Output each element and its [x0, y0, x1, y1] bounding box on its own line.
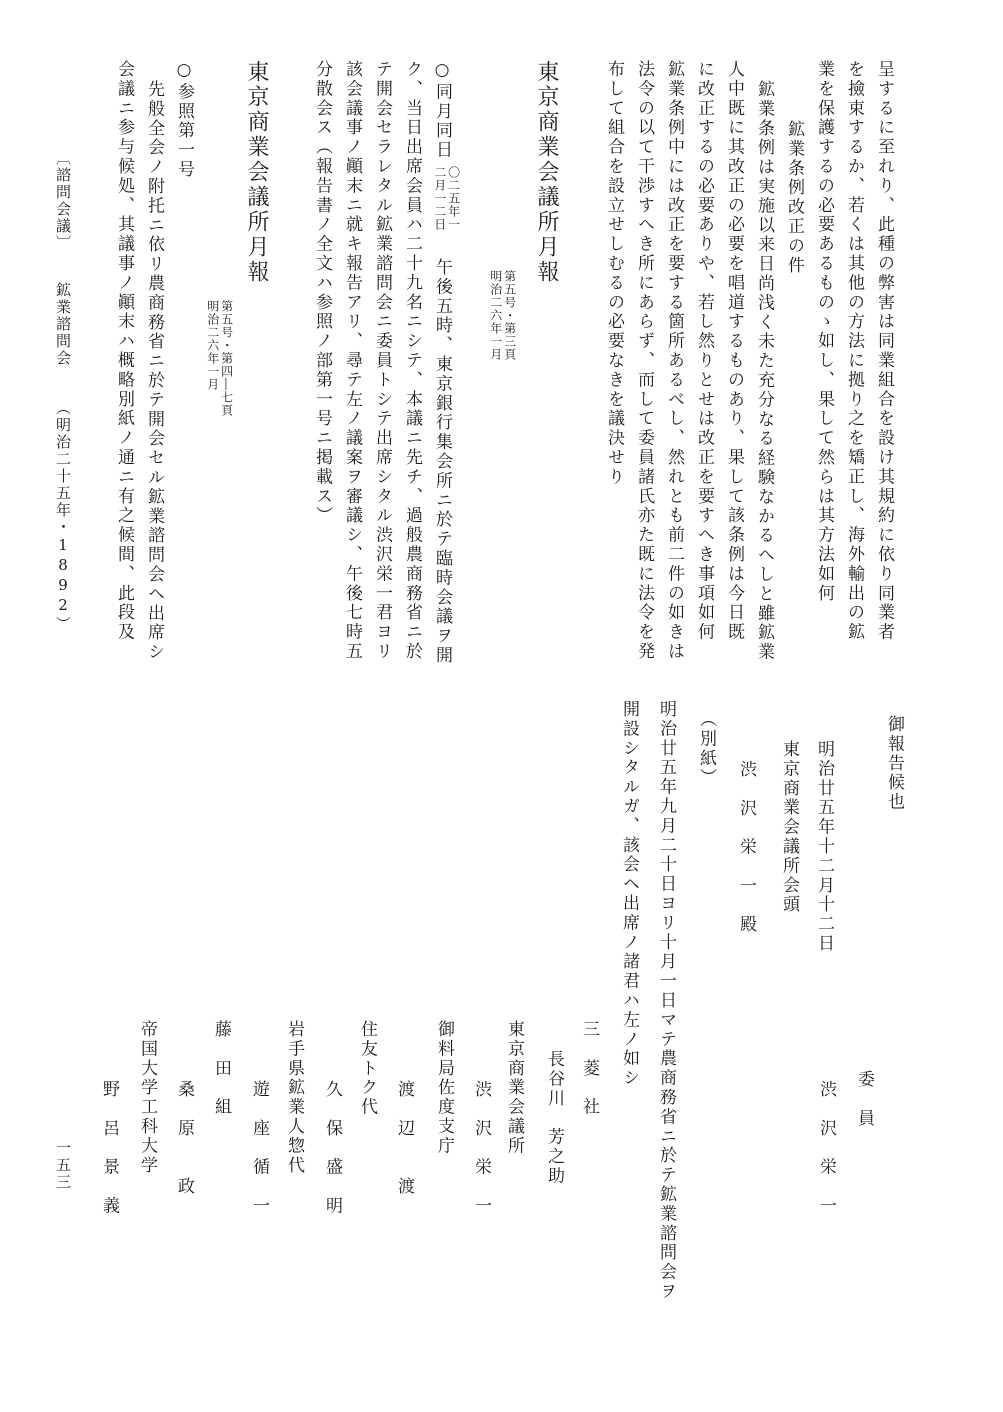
report-body-column: 会議ニ参与候処、其議事ノ顚末ハ概略別紙ノ通ニ有之候間、此段及: [114, 60, 134, 642]
report-body-column: 分散会ス（報告書ノ全文ハ参照ノ部第一号ニ掲載ス）: [312, 60, 332, 526]
body-column: 布して組合を設立せしむるの必要なきを議決せり: [604, 60, 624, 487]
attendee-name: 渋 沢 栄 一: [471, 1080, 491, 1216]
report-body-column: 該会議事ノ顚末ニ就キ報告アリ、尋テ左ノ議案ヲ審議シ、午後七時五: [342, 60, 362, 662]
letter-date: 明治廿五年十二月十二日: [814, 740, 834, 954]
attendee-name: 長谷川 芳之助: [544, 1050, 564, 1186]
body-column: 人中既に其改正の必要を唱道するものあり、果して該条例は今日既: [724, 60, 744, 642]
signatory-name: 渋 沢 栄 一: [816, 1080, 836, 1216]
body-column: 呈するに至れり、此種の弊害は同業組合を設け其規約に依り同業者: [874, 60, 894, 642]
running-head-era: （明治二十五年・1892）: [54, 400, 72, 633]
body-column: に改正するの必要ありや、若し然りとせは改正を要すへき事項如何: [694, 60, 714, 642]
body-column: を撿束するか、若くは其他の方法に拠り之を矯正し、海外輸出の鉱: [844, 60, 864, 642]
attachment-body: 明治廿五年九月二十日ヨリ十月一日マテ農商務省ニ於テ鉱業諮問会ヲ: [656, 700, 676, 1302]
report-title: 東京商業会議所月報: [244, 60, 269, 285]
attendee-org: 住友トク代: [357, 1020, 377, 1117]
report-body-column: [433, 60, 450, 160]
date-note-2: 二月一二日: [432, 166, 447, 231]
signatory-role: 委 員: [854, 1070, 874, 1129]
addressee-org: 東京商業会議所会頭: [779, 740, 799, 915]
report-source-page: 第五号・第三頁: [502, 270, 517, 361]
attendee-org: 東京商業会議所: [504, 1020, 524, 1156]
body-column: 法令の以て干渉すへき所にあらず、而して委員諸氏亦た既に法令を発: [634, 60, 654, 662]
reference-label: ○参照第一号: [174, 60, 194, 180]
report-source: [205, 300, 233, 417]
attendee-name: 野 呂 景 義: [99, 1080, 119, 1216]
body-column: 鉱業条例中には改正を要する箇所あるべし、然れとも前二件の如きは: [664, 60, 684, 662]
attendee-org: 帝国大学工科大学: [137, 1020, 157, 1176]
attachment-body: 開設シタルガ、該会ヘ出席ノ諸君ハ左ノ如シ: [619, 700, 639, 1088]
running-head-title: 鉱業諮問会: [54, 282, 72, 367]
report-body-column: ク、当日出席会員ハ二十九名ニシテ、本議ニ先チ、過般農商務省ニ於: [402, 60, 422, 662]
body-column: 鉱業条例は実施以来日尚浅く未た充分なる経験なかるへしと雖鉱業: [754, 80, 774, 662]
attendee-org: 藤 田 組: [211, 1020, 231, 1117]
running-head-section: 〔諮問会議〕: [54, 150, 72, 252]
addressee-name: 渋 沢 栄 一 殿: [736, 760, 756, 935]
report-date: ○同月同日: [432, 60, 452, 160]
report-source-date: 明治二六年一月: [488, 270, 503, 361]
attendee-name: 遊 座 循 一: [249, 1080, 269, 1216]
report-title: 東京商業会議所月報: [534, 60, 559, 285]
attendee-name: 渡 辺 渡: [394, 1080, 414, 1197]
date-annotation: [432, 166, 460, 231]
attachment-label: （別紙）: [696, 710, 716, 788]
attendee-name: 久 保 盛 明: [322, 1080, 342, 1216]
attendee-name: 桑 原 政: [174, 1080, 194, 1197]
date-note-1: 〇二五年一: [446, 166, 461, 231]
report-source-date: 明治二六年一月: [205, 300, 220, 391]
body-column: 業を保護するの必要あるものゝ如し、果して然らは其方法如何: [814, 60, 834, 604]
section-heading: 鉱業条例改正の件: [784, 120, 804, 276]
attendee-org: 岩手県鉱業人惣代: [284, 1020, 304, 1176]
report-source: [488, 270, 516, 361]
report-body-column: テ開会セラレタル鉱業諮問会ニ委員トシテ出席シタル渋沢栄一君ヨリ: [372, 60, 392, 662]
attendee-org: 御料局佐度支庁: [434, 1020, 454, 1156]
attendee-org: 三 菱 社: [579, 1020, 599, 1117]
report-body-column: 先般全会ノ附托ニ依リ農商務省ニ於テ開会セル鉱業諮問会ヘ出席シ: [144, 80, 164, 662]
report-body-column: 午後五時、東京銀行集会所ニ於テ臨時会議ヲ開: [432, 258, 452, 666]
page-number: 一五三: [54, 1140, 72, 1191]
report-source-page: 第五号・第四―七頁: [219, 300, 234, 417]
letter-closing: 御報告候也: [884, 715, 904, 812]
